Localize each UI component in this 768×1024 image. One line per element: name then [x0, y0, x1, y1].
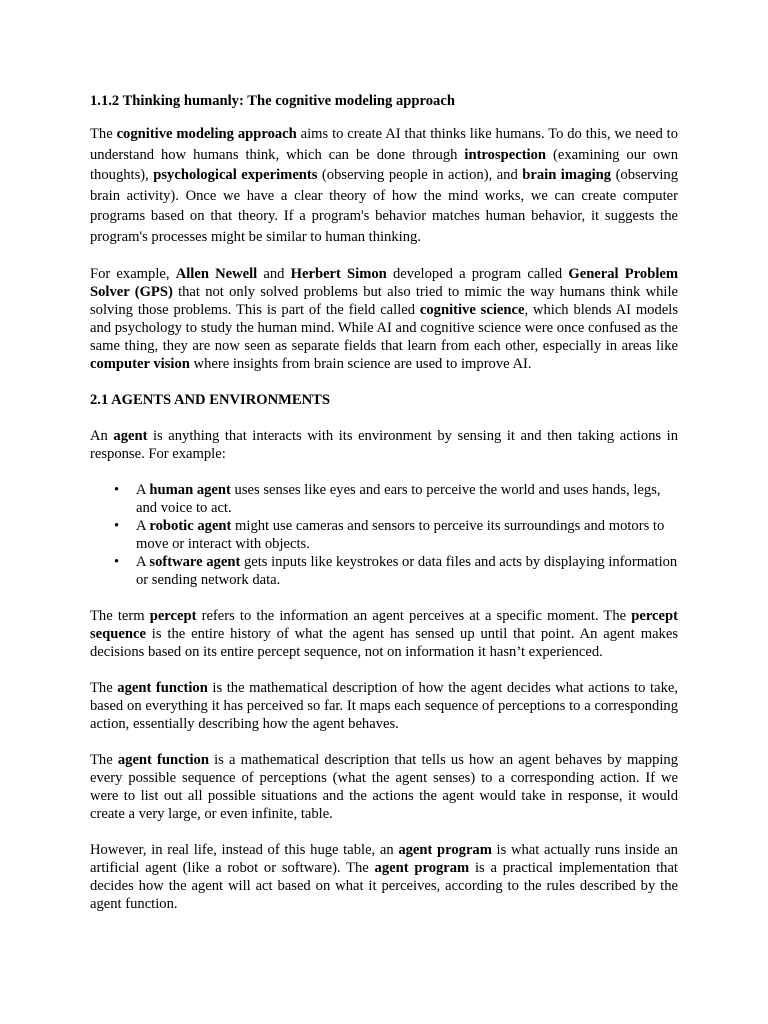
bold-term: brain imaging [522, 167, 612, 183]
agent-examples-list [90, 481, 678, 589]
paragraph-percept: The term percept refers to the information an agent perceives at a specific moment. The percept sequence is the entire history of what the agent has sensed up until that point. An agent makes decisions based on its entire percept sequence, not on information it hasn’t experienced. [90, 608, 678, 660]
bold-term: human agent [149, 482, 231, 498]
bold-term: robotic agent [149, 518, 232, 534]
list-item-software-agent [114, 553, 678, 589]
bold-term: psychological experiments [153, 167, 318, 183]
paragraph-agent-program: However, in real life, instead of this huge table, an agent program is what actually runs inside an artificial agent (like a robot or software). The agent program is a practical implementation that decides how the agent will act based on what it perceives, according to the rules described by the agent function. [90, 842, 678, 912]
section-heading-agents-environments: 2.1 AGENTS AND ENVIRONMENTS [90, 392, 331, 408]
bold-term: cognitive science [419, 302, 525, 318]
bold-term: agent function [117, 680, 208, 696]
section-heading-cognitive-modeling: 1.1.2 Thinking humanly: The cognitive modeling approach [90, 93, 455, 109]
bold-term: Allen Newell [175, 266, 258, 282]
paragraph-agent-function-1: The agent function is the mathematical description of how the agent decides what actions to take, based on everything it has perceived so far. It maps each sequence of perceptions to a corresponding action, essentially describing how the agent behaves. [90, 680, 679, 732]
bold-term: introspection [464, 146, 547, 163]
bold-term: General Problem Solver (GPS) [90, 266, 679, 300]
bullet-icon: • [114, 554, 120, 570]
bold-term: percept [149, 608, 197, 624]
paragraph-gps-example: For example, Allen Newell and Herbert Simon developed a program called General Problem Solver (GPS) that not only solved problems but also tried to mimic the way humans think while solving those problems. This is part of the field called cognitive science, which blends AI models and psychology to study the human mind. While AI and cognitive science were once confused as the same thing, they are now seen as separate fields that learn from each other, especially in areas like computer vision where insights from brain science are used to improve AI. [90, 266, 679, 372]
bold-term: software agent [149, 554, 241, 570]
paragraph-agent-function-2: The agent function is a mathematical description that tells us how an agent behaves by mapping every possible sequence of perceptions (what the agent senses) to a corresponding action. If we were to list out all possible situations and the actions the agent would take in response, it would create a very large, or even infinite, table. [90, 752, 679, 822]
list-item-human-agent [114, 481, 678, 517]
bullet-icon: • [114, 518, 120, 534]
paragraph-cognitive-modeling: The cognitive modeling approach aims to create AI that thinks like humans. To do this, we need to understand how humans think, which can be done through introspection (examining our own thoughts), psychological experiments (observing people in action), and brain imaging (observing brain activity). Once we have a clear theory of how the mind works, we can create computer programs based on that theory. If a program's behavior matches human behavior, it suggests the program's processes might be similar to human thinking. [90, 126, 679, 245]
document-page [90, 92, 678, 913]
bullet-icon: • [114, 482, 120, 498]
list-item-text: A human agent uses senses like eyes and ears to perceive the world and uses hands, legs, and voice to act. [136, 482, 661, 516]
bold-term: agent program [374, 860, 470, 876]
bold-term: percept sequence [90, 608, 678, 642]
bold-term: Herbert Simon [290, 266, 387, 282]
bold-term: agent [113, 428, 148, 444]
bold-term: agent function [117, 752, 209, 768]
bold-term: agent program [398, 842, 492, 858]
bold-term: computer vision [90, 356, 190, 372]
list-item-text: A software agent gets inputs like keystrokes or data files and acts by displaying information or sending network data. [136, 554, 678, 588]
list-item-robotic-agent [114, 517, 678, 553]
list-item-text: A robotic agent might use cameras and sensors to perceive its surroundings and motors to move or interact with objects. [136, 518, 665, 552]
bold-term: cognitive modeling approach [116, 126, 297, 142]
paragraph-agent-definition: An agent is anything that interacts with its environment by sensing it and then taking actions in response. For example: [90, 428, 678, 462]
